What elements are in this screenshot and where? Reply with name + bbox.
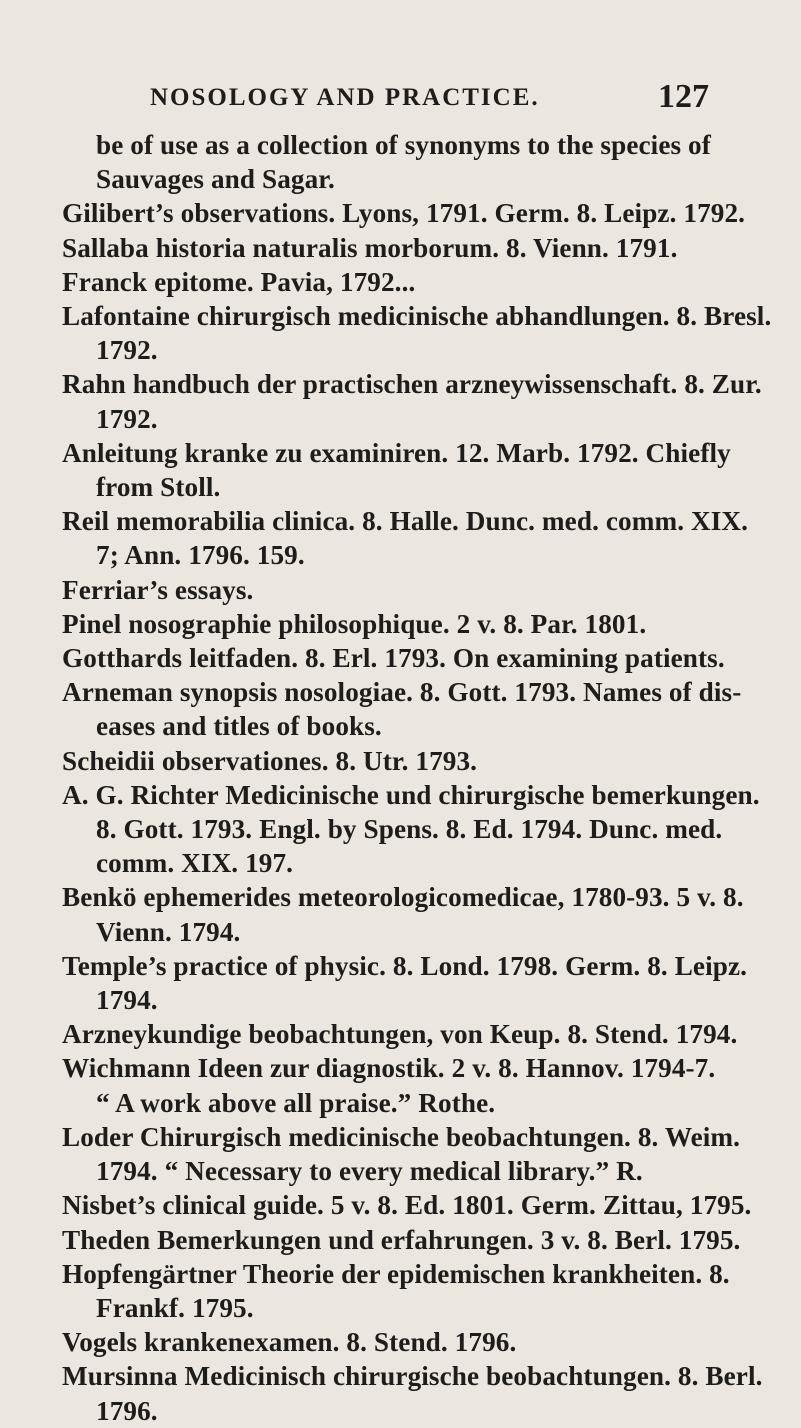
bibliography-entry: Arzneykundige beobachtungen, von Keup. 8. Stend. 1794. [62,1019,738,1050]
bibliography-entry: Arneman synopsis nosologiae. 8. Gott. 1793. Names of dis- eases and titles of books. [62,677,742,742]
bibliography-entry: Sallaba historia naturalis morborum. 8. Vienn. 1791. [62,232,678,263]
bibliography-entry: Temple’s practice of physic. 8. Lond. 1798. Germ. 8. Leipz. 1794. [62,950,748,1016]
bibliography-entry: A. G. Richter Medicinische und chirurgische bemerkungen. 8. Gott. 1793. Engl. by Spens. 8. Ed. 1794. Dunc. med. comm. XIX. 197. [62,779,760,879]
bibliography-entry: Anleitung kranke zu examiniren. 12. Marb. 1792. Chiefly from Stoll. [62,437,731,503]
bibliography-entry: Gotthards leitfaden. 8. Erl. 1793. On examining patients. [62,643,725,674]
bibliography-entry: Loder Chirurgisch medicinische beobachtungen. 8. Weim. 1794. “ Necessary to every medical library.” R. [62,1121,741,1187]
bibliography-entry: Rahn handbuch der practischen arzneywissenschaft. 8. Zur. 1792. [62,369,762,434]
running-title: NOSOLOGY AND PRACTICE. [150,84,540,111]
page-number: 127 [658,78,709,115]
bibliography-entry: Theden Bemerkungen und erfahrungen. 3 v. 8. Berl. 1795. [62,1224,741,1255]
bibliography-entry: be of use as a collection of synonyms to the species of Sauvages and Sagar. [96,130,711,195]
bibliography-entry: Lafontaine chirurgisch medicinische abhandlungen. 8. Bresl. 1792. [62,301,772,366]
bibliography-entry: Mursinna Medicinisch chirurgische beobachtungen. 8. Berl. 1796. [62,1361,763,1426]
bibliography-entry: Ferriar’s essays. [62,574,254,605]
bibliography-entry: Franck epitome. Pavia, 1792... [62,266,416,297]
bibliography-entry: Pinel nosographie philosophique. 2 v. 8. Par. 1801. [62,608,647,639]
bibliography-entry: Benkö ephemerides meteorologicomedicae, 1780-93. 5 v. 8. Vienn. 1794. [62,882,744,947]
bibliography-entry: Nisbet’s clinical guide. 5 v. 8. Ed. 1801. Germ. Zittau, 1795. [62,1190,752,1221]
bibliography-entry: Wichmann Ideen zur diagnostik. 2 v. 8. Hannov. 1794-7. “ A work above all praise.” Rothe. [62,1053,716,1118]
running-head [0,78,801,118]
bibliography-entry: Reil memorabilia clinica. 8. Halle. Dunc. med. comm. XIX. 7; Ann. 1796. 159. [62,506,749,571]
bibliography-entry: Scheidii observationes. 8. Utr. 1793. [62,745,478,776]
bibliography-list [62,128,782,1428]
bibliography-entry: Vogels krankenexamen. 8. Stend. 1796. [62,1327,517,1358]
bibliography-entry: Gilibert’s observations. Lyons, 1791. Germ. 8. Leipz. 1792. [62,198,746,229]
bibliography-entry: Hopfengärtner Theorie der epidemischen krankheiten. 8. Frankf. 1795. [62,1258,730,1323]
